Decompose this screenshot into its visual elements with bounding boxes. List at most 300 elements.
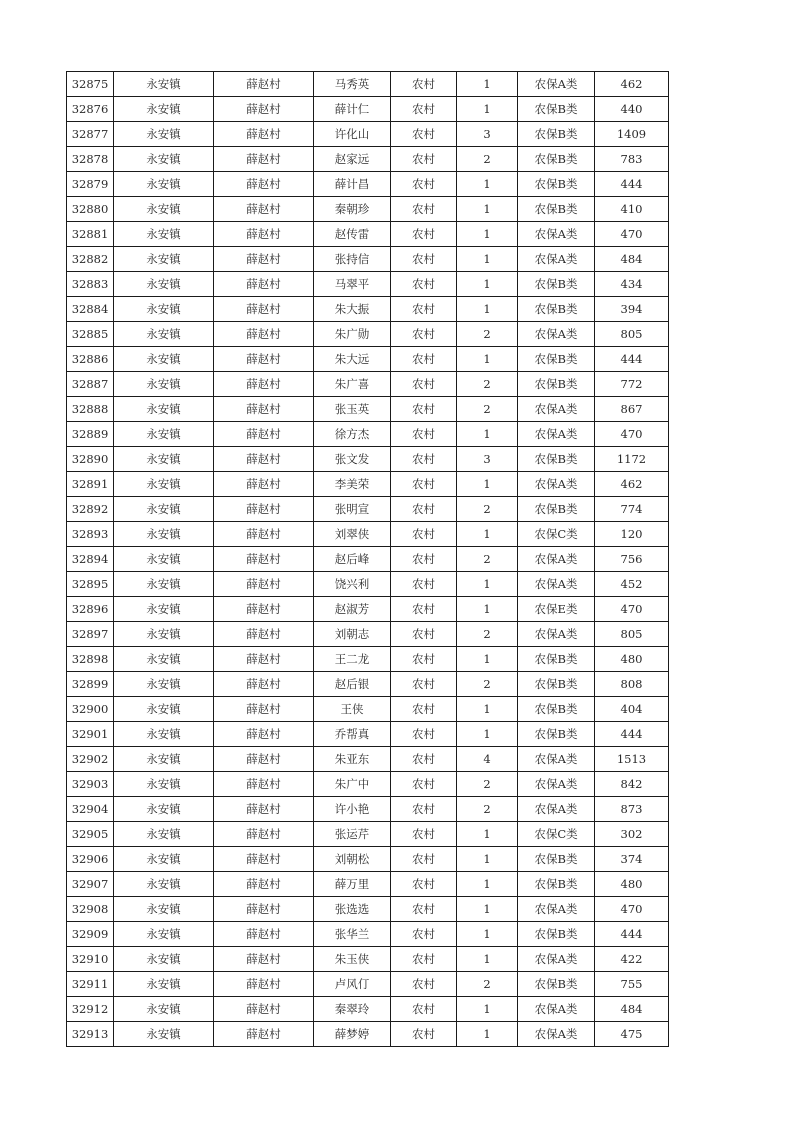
town-cell: 永安镇 [114,97,214,122]
name-cell: 薛计昌 [314,172,391,197]
area-type-cell: 农村 [391,597,457,622]
village-cell: 薛赵村 [214,172,314,197]
household-size-cell: 1 [457,847,518,872]
table-row [67,847,669,872]
area-type-cell: 农村 [391,547,457,572]
name-cell: 朱广中 [314,772,391,797]
amount-cell: 756 [595,547,669,572]
category-cell: 农保B类 [518,147,595,172]
record-id-cell: 32906 [67,847,114,872]
table-row [67,822,669,847]
town-cell: 永安镇 [114,472,214,497]
village-cell: 薛赵村 [214,922,314,947]
amount-cell: 774 [595,497,669,522]
amount-cell: 302 [595,822,669,847]
amount-cell: 404 [595,697,669,722]
village-cell: 薛赵村 [214,972,314,997]
amount-cell: 462 [595,472,669,497]
area-type-cell: 农村 [391,522,457,547]
amount-cell: 470 [595,897,669,922]
household-size-cell: 1 [457,697,518,722]
area-type-cell: 农村 [391,622,457,647]
table-row [67,197,669,222]
village-cell: 薛赵村 [214,222,314,247]
town-cell: 永安镇 [114,972,214,997]
category-cell: 农保A类 [518,947,595,972]
amount-cell: 374 [595,847,669,872]
village-cell: 薛赵村 [214,897,314,922]
town-cell: 永安镇 [114,822,214,847]
town-cell: 永安镇 [114,697,214,722]
amount-cell: 808 [595,672,669,697]
town-cell: 永安镇 [114,72,214,97]
record-id-cell: 32907 [67,872,114,897]
town-cell: 永安镇 [114,797,214,822]
amount-cell: 1409 [595,122,669,147]
name-cell: 秦翠玲 [314,997,391,1022]
record-id-cell: 32881 [67,222,114,247]
area-type-cell: 农村 [391,672,457,697]
area-type-cell: 农村 [391,197,457,222]
amount-cell: 440 [595,97,669,122]
table-row [67,497,669,522]
area-type-cell: 农村 [391,297,457,322]
category-cell: 农保B类 [518,872,595,897]
village-cell: 薛赵村 [214,297,314,322]
amount-cell: 444 [595,922,669,947]
town-cell: 永安镇 [114,447,214,472]
record-id-cell: 32902 [67,747,114,772]
name-cell: 刘朝志 [314,622,391,647]
name-cell: 薛计仁 [314,97,391,122]
area-type-cell: 农村 [391,722,457,747]
household-size-cell: 2 [457,372,518,397]
area-type-cell: 农村 [391,222,457,247]
table-row [67,72,669,97]
record-id-cell: 32911 [67,972,114,997]
category-cell: 农保B类 [518,972,595,997]
household-size-cell: 1 [457,172,518,197]
household-size-cell: 1 [457,97,518,122]
record-id-cell: 32879 [67,172,114,197]
village-cell: 薛赵村 [214,422,314,447]
village-cell: 薛赵村 [214,822,314,847]
record-id-cell: 32892 [67,497,114,522]
name-cell: 许小艳 [314,797,391,822]
village-cell: 薛赵村 [214,872,314,897]
household-size-cell: 1 [457,897,518,922]
record-id-cell: 32899 [67,672,114,697]
record-id-cell: 32912 [67,997,114,1022]
area-type-cell: 农村 [391,897,457,922]
name-cell: 薛梦婷 [314,1022,391,1047]
area-type-cell: 农村 [391,397,457,422]
amount-cell: 480 [595,872,669,897]
table-row [67,947,669,972]
household-size-cell: 1 [457,722,518,747]
name-cell: 马秀英 [314,72,391,97]
record-id-cell: 32900 [67,697,114,722]
town-cell: 永安镇 [114,522,214,547]
record-id-cell: 32901 [67,722,114,747]
table-row [67,272,669,297]
town-cell: 永安镇 [114,297,214,322]
amount-cell: 470 [595,422,669,447]
household-size-cell: 4 [457,747,518,772]
amount-cell: 783 [595,147,669,172]
table-row [67,872,669,897]
village-cell: 薛赵村 [214,122,314,147]
village-cell: 薛赵村 [214,647,314,672]
household-size-cell: 1 [457,872,518,897]
name-cell: 朱玉侠 [314,947,391,972]
town-cell: 永安镇 [114,497,214,522]
area-type-cell: 农村 [391,147,457,172]
amount-cell: 422 [595,947,669,972]
table-row [67,372,669,397]
household-size-cell: 2 [457,397,518,422]
category-cell: 农保A类 [518,222,595,247]
name-cell: 赵后峰 [314,547,391,572]
record-id-cell: 32910 [67,947,114,972]
area-type-cell: 农村 [391,747,457,772]
name-cell: 张文发 [314,447,391,472]
name-cell: 张明宣 [314,497,391,522]
town-cell: 永安镇 [114,322,214,347]
amount-cell: 470 [595,597,669,622]
area-type-cell: 农村 [391,122,457,147]
town-cell: 永安镇 [114,1022,214,1047]
amount-cell: 444 [595,172,669,197]
category-cell: 农保B类 [518,697,595,722]
household-size-cell: 1 [457,572,518,597]
table-row [67,797,669,822]
record-id-cell: 32877 [67,122,114,147]
area-type-cell: 农村 [391,847,457,872]
village-cell: 薛赵村 [214,1022,314,1047]
area-type-cell: 农村 [391,372,457,397]
household-size-cell: 1 [457,247,518,272]
name-cell: 薛万里 [314,872,391,897]
area-type-cell: 农村 [391,822,457,847]
amount-cell: 434 [595,272,669,297]
household-size-cell: 1 [457,922,518,947]
name-cell: 张持信 [314,247,391,272]
name-cell: 刘朝松 [314,847,391,872]
record-id-cell: 32889 [67,422,114,447]
area-type-cell: 农村 [391,447,457,472]
record-id-cell: 32905 [67,822,114,847]
category-cell: 农保A类 [518,747,595,772]
village-cell: 薛赵村 [214,322,314,347]
category-cell: 农保E类 [518,597,595,622]
category-cell: 农保A类 [518,72,595,97]
category-cell: 农保B类 [518,347,595,372]
village-cell: 薛赵村 [214,947,314,972]
town-cell: 永安镇 [114,897,214,922]
record-id-cell: 32893 [67,522,114,547]
name-cell: 乔帮真 [314,722,391,747]
table-row [67,747,669,772]
category-cell: 农保A类 [518,322,595,347]
household-size-cell: 1 [457,347,518,372]
name-cell: 朱大振 [314,297,391,322]
town-cell: 永安镇 [114,947,214,972]
town-cell: 永安镇 [114,722,214,747]
amount-cell: 873 [595,797,669,822]
amount-cell: 444 [595,347,669,372]
name-cell: 朱广喜 [314,372,391,397]
name-cell: 张选选 [314,897,391,922]
amount-cell: 484 [595,247,669,272]
table-row [67,697,669,722]
area-type-cell: 农村 [391,1022,457,1047]
household-size-cell: 2 [457,497,518,522]
town-cell: 永安镇 [114,172,214,197]
area-type-cell: 农村 [391,272,457,297]
roster-table [66,71,669,1047]
village-cell: 薛赵村 [214,397,314,422]
category-cell: 农保A类 [518,572,595,597]
name-cell: 刘翠侠 [314,522,391,547]
village-cell: 薛赵村 [214,72,314,97]
table-row [67,772,669,797]
category-cell: 农保A类 [518,772,595,797]
record-id-cell: 32895 [67,572,114,597]
category-cell: 农保B类 [518,847,595,872]
amount-cell: 452 [595,572,669,597]
household-size-cell: 1 [457,72,518,97]
name-cell: 卢风仃 [314,972,391,997]
town-cell: 永安镇 [114,847,214,872]
category-cell: 农保B类 [518,647,595,672]
village-cell: 薛赵村 [214,747,314,772]
table-row [67,922,669,947]
village-cell: 薛赵村 [214,522,314,547]
name-cell: 张玉英 [314,397,391,422]
category-cell: 农保B类 [518,372,595,397]
record-id-cell: 32885 [67,322,114,347]
area-type-cell: 农村 [391,72,457,97]
amount-cell: 1172 [595,447,669,472]
table-row [67,647,669,672]
record-id-cell: 32909 [67,922,114,947]
village-cell: 薛赵村 [214,372,314,397]
table-row [67,322,669,347]
amount-cell: 410 [595,197,669,222]
category-cell: 农保A类 [518,622,595,647]
household-size-cell: 2 [457,972,518,997]
record-id-cell: 32894 [67,547,114,572]
town-cell: 永安镇 [114,197,214,222]
village-cell: 薛赵村 [214,772,314,797]
category-cell: 农保B类 [518,197,595,222]
record-id-cell: 32908 [67,897,114,922]
area-type-cell: 农村 [391,247,457,272]
category-cell: 农保A类 [518,997,595,1022]
amount-cell: 444 [595,722,669,747]
village-cell: 薛赵村 [214,997,314,1022]
amount-cell: 1513 [595,747,669,772]
record-id-cell: 32903 [67,772,114,797]
category-cell: 农保A类 [518,472,595,497]
town-cell: 永安镇 [114,672,214,697]
name-cell: 许化山 [314,122,391,147]
village-cell: 薛赵村 [214,247,314,272]
table-row [67,597,669,622]
table-row [67,297,669,322]
category-cell: 农保C类 [518,822,595,847]
category-cell: 农保B类 [518,922,595,947]
category-cell: 农保C类 [518,522,595,547]
name-cell: 朱大远 [314,347,391,372]
household-size-cell: 2 [457,797,518,822]
household-size-cell: 1 [457,947,518,972]
household-size-cell: 3 [457,447,518,472]
table-row [67,397,669,422]
name-cell: 朱广勋 [314,322,391,347]
table-row [67,247,669,272]
table-row [67,997,669,1022]
area-type-cell: 农村 [391,572,457,597]
town-cell: 永安镇 [114,747,214,772]
household-size-cell: 1 [457,272,518,297]
record-id-cell: 32887 [67,372,114,397]
category-cell: 农保A类 [518,1022,595,1047]
village-cell: 薛赵村 [214,797,314,822]
table-row [67,447,669,472]
category-cell: 农保A类 [518,897,595,922]
table-row [67,547,669,572]
area-type-cell: 农村 [391,347,457,372]
town-cell: 永安镇 [114,922,214,947]
record-id-cell: 32882 [67,247,114,272]
name-cell: 赵淑芳 [314,597,391,622]
area-type-cell: 农村 [391,947,457,972]
category-cell: 农保A类 [518,547,595,572]
record-id-cell: 32896 [67,597,114,622]
village-cell: 薛赵村 [214,147,314,172]
town-cell: 永安镇 [114,422,214,447]
category-cell: 农保A类 [518,247,595,272]
record-id-cell: 32883 [67,272,114,297]
amount-cell: 842 [595,772,669,797]
record-id-cell: 32886 [67,347,114,372]
area-type-cell: 农村 [391,97,457,122]
table-row [67,422,669,447]
amount-cell: 120 [595,522,669,547]
area-type-cell: 农村 [391,172,457,197]
household-size-cell: 1 [457,997,518,1022]
village-cell: 薛赵村 [214,547,314,572]
household-size-cell: 1 [457,647,518,672]
name-cell: 赵家远 [314,147,391,172]
name-cell: 赵后银 [314,672,391,697]
category-cell: 农保B类 [518,722,595,747]
category-cell: 农保B类 [518,272,595,297]
town-cell: 永安镇 [114,597,214,622]
household-size-cell: 2 [457,147,518,172]
area-type-cell: 农村 [391,497,457,522]
area-type-cell: 农村 [391,972,457,997]
record-id-cell: 32898 [67,647,114,672]
village-cell: 薛赵村 [214,572,314,597]
household-size-cell: 1 [457,222,518,247]
category-cell: 农保B类 [518,297,595,322]
category-cell: 农保B类 [518,497,595,522]
category-cell: 农保B类 [518,97,595,122]
area-type-cell: 农村 [391,997,457,1022]
village-cell: 薛赵村 [214,722,314,747]
category-cell: 农保B类 [518,672,595,697]
town-cell: 永安镇 [114,272,214,297]
table-row [67,972,669,997]
village-cell: 薛赵村 [214,497,314,522]
town-cell: 永安镇 [114,997,214,1022]
record-id-cell: 32891 [67,472,114,497]
village-cell: 薛赵村 [214,272,314,297]
household-size-cell: 2 [457,672,518,697]
record-id-cell: 32878 [67,147,114,172]
record-id-cell: 32904 [67,797,114,822]
town-cell: 永安镇 [114,147,214,172]
household-size-cell: 2 [457,322,518,347]
household-size-cell: 1 [457,522,518,547]
table-row [67,672,669,697]
amount-cell: 470 [595,222,669,247]
area-type-cell: 农村 [391,872,457,897]
roster-table-body [67,72,669,1047]
town-cell: 永安镇 [114,247,214,272]
category-cell: 农保A类 [518,797,595,822]
name-cell: 王侠 [314,697,391,722]
household-size-cell: 1 [457,597,518,622]
village-cell: 薛赵村 [214,697,314,722]
town-cell: 永安镇 [114,372,214,397]
category-cell: 农保B类 [518,172,595,197]
village-cell: 薛赵村 [214,472,314,497]
amount-cell: 805 [595,322,669,347]
table-row [67,347,669,372]
name-cell: 徐方杰 [314,422,391,447]
table-row [67,572,669,597]
village-cell: 薛赵村 [214,97,314,122]
village-cell: 薛赵村 [214,847,314,872]
name-cell: 朱亚东 [314,747,391,772]
village-cell: 薛赵村 [214,622,314,647]
household-size-cell: 2 [457,547,518,572]
town-cell: 永安镇 [114,622,214,647]
area-type-cell: 农村 [391,772,457,797]
record-id-cell: 32876 [67,97,114,122]
record-id-cell: 32884 [67,297,114,322]
name-cell: 王二龙 [314,647,391,672]
area-type-cell: 农村 [391,322,457,347]
town-cell: 永安镇 [114,347,214,372]
table-row [67,722,669,747]
table-row [67,522,669,547]
name-cell: 张运芹 [314,822,391,847]
table-row [67,472,669,497]
category-cell: 农保A类 [518,397,595,422]
table-row [67,122,669,147]
record-id-cell: 32913 [67,1022,114,1047]
table-row [67,222,669,247]
amount-cell: 755 [595,972,669,997]
household-size-cell: 1 [457,197,518,222]
amount-cell: 462 [595,72,669,97]
amount-cell: 475 [595,1022,669,1047]
